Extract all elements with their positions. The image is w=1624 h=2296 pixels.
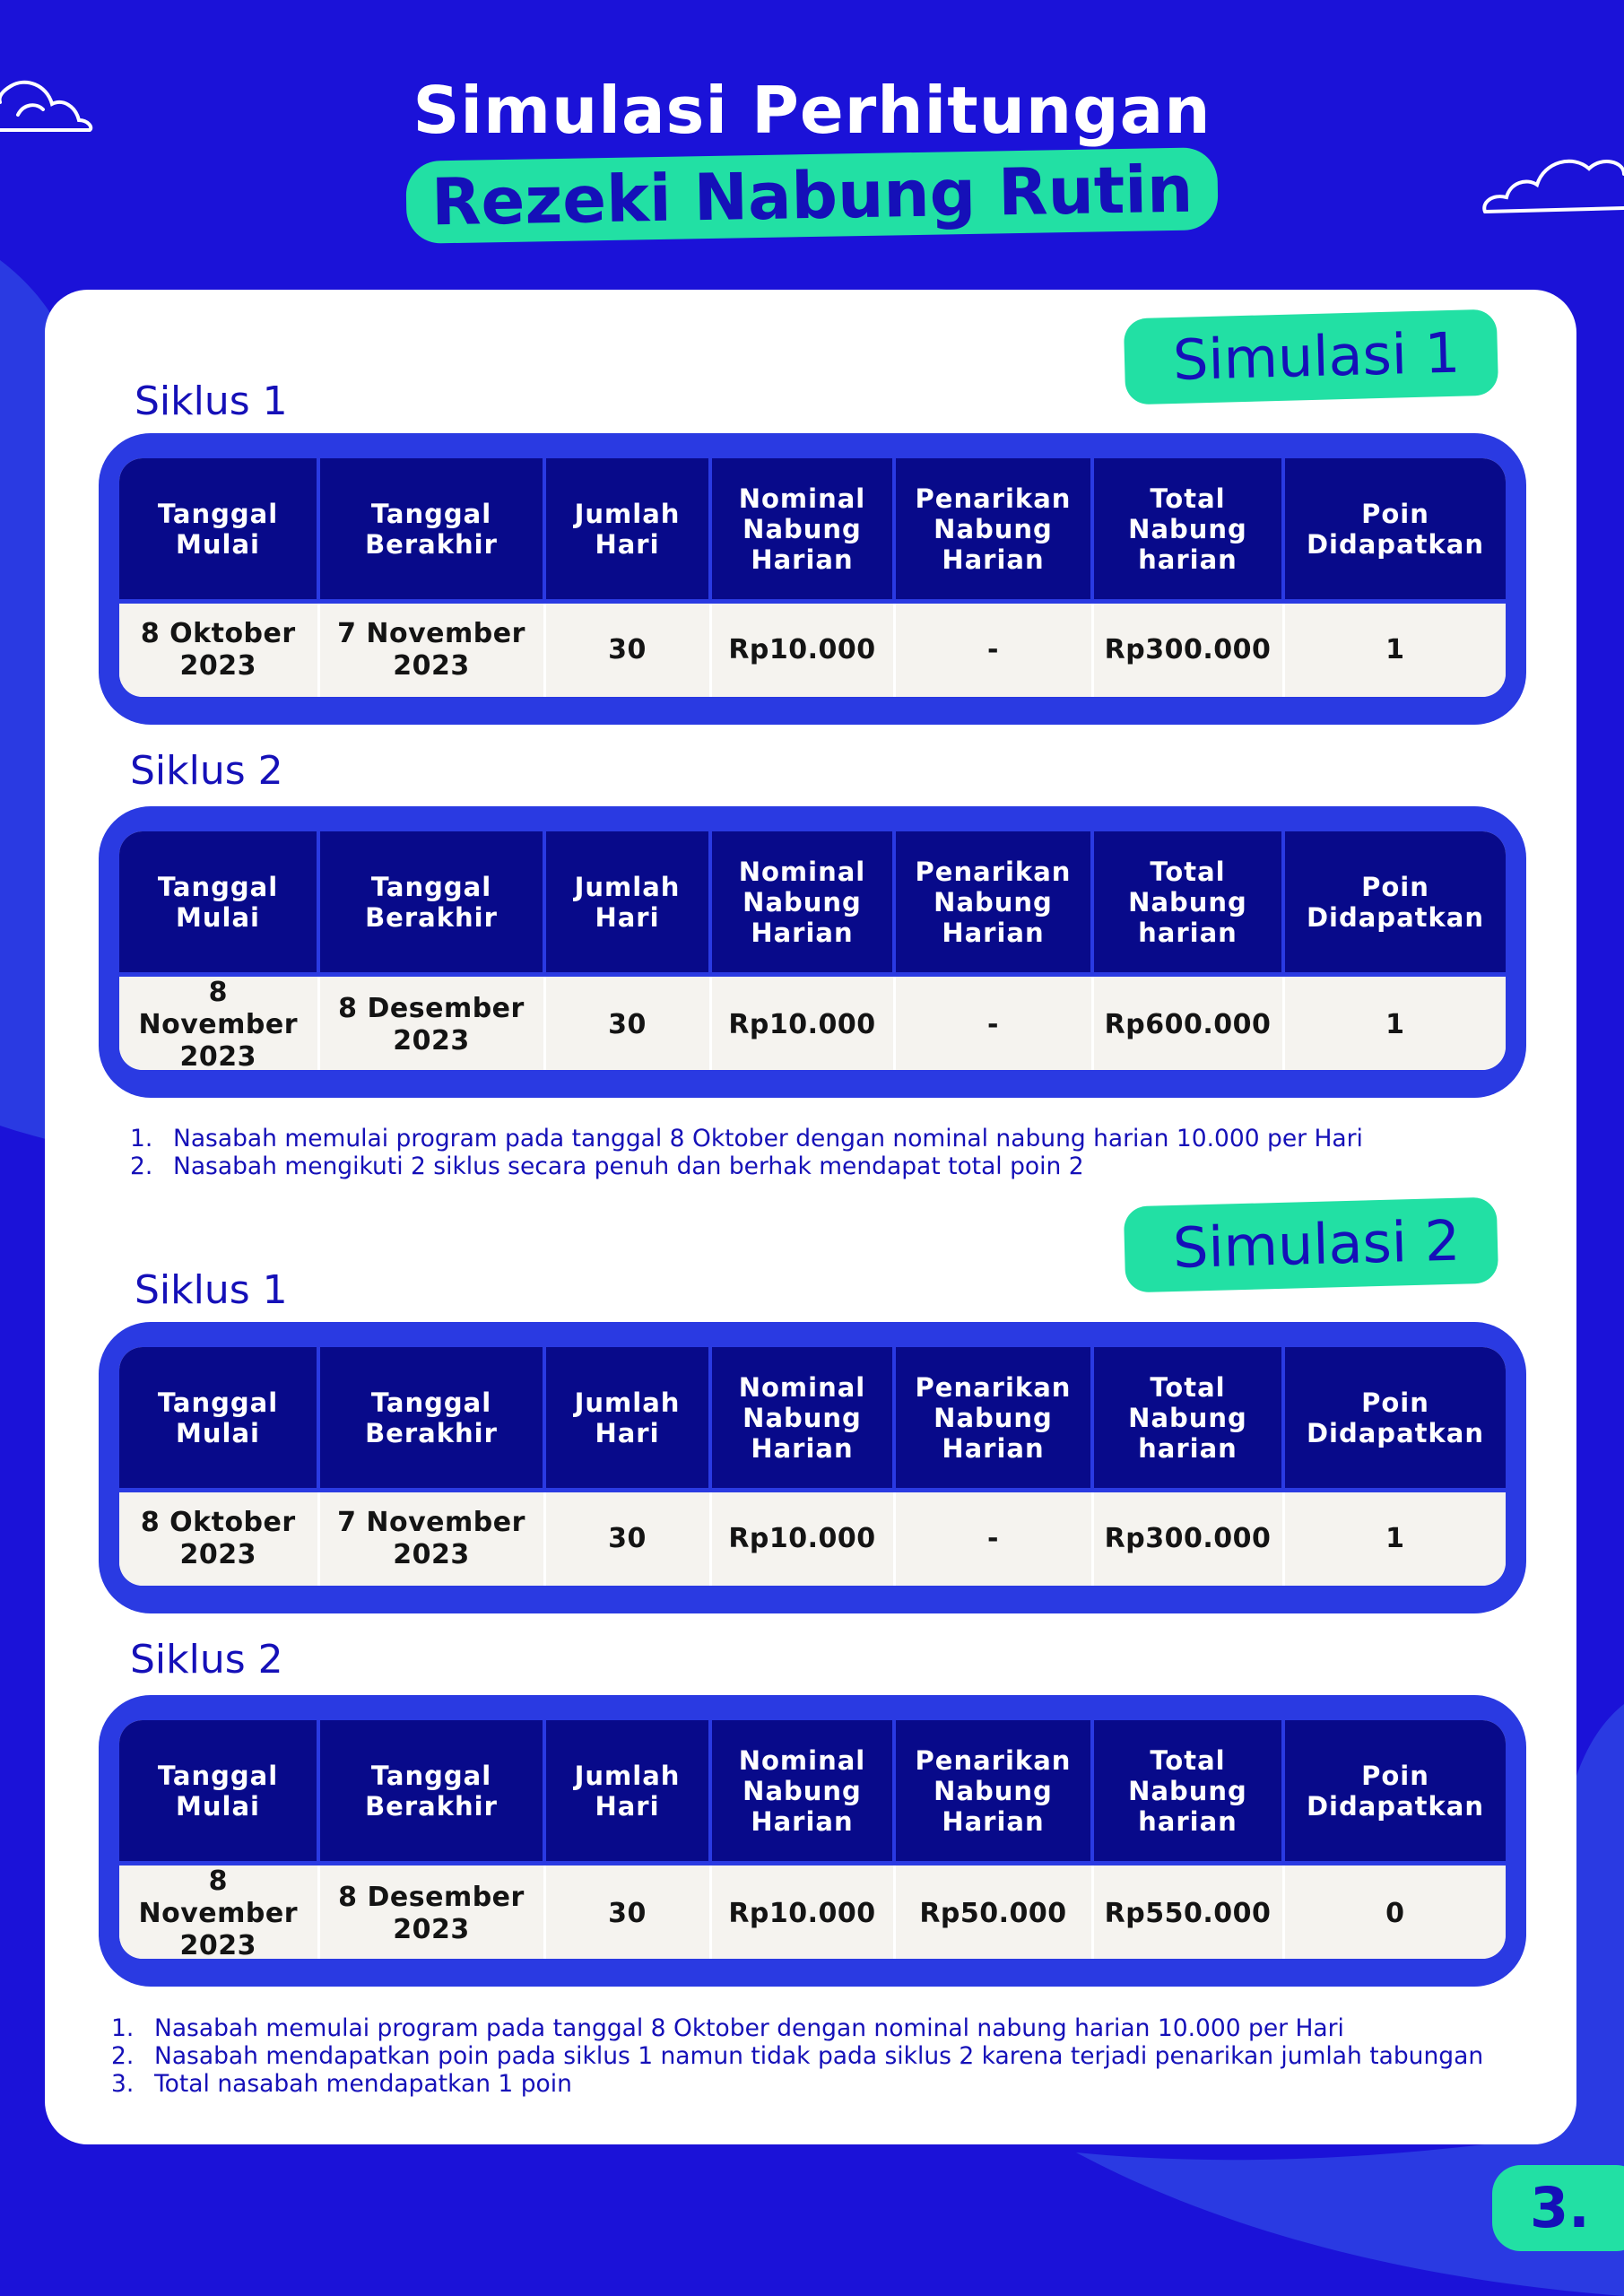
cell-daily-nominal: Rp10.000 bbox=[710, 1864, 894, 1960]
cell-days: 30 bbox=[544, 1864, 710, 1960]
cell-days: 30 bbox=[544, 1491, 710, 1587]
note-number: 1. bbox=[111, 2014, 135, 2042]
sim2-cycle1-table bbox=[99, 1322, 1526, 1613]
cell-days: 30 bbox=[544, 975, 710, 1071]
sim2-notes-list bbox=[111, 2014, 1483, 2098]
header-jumlah-hari: Jumlah Hari bbox=[544, 458, 710, 602]
cell-total: Rp550.000 bbox=[1092, 1864, 1283, 1960]
sim2-cycle2-table bbox=[99, 1695, 1526, 1987]
cell-withdrawal: Rp50.000 bbox=[894, 1864, 1092, 1960]
sim2-cycle1-label: Siklus 1 bbox=[135, 1267, 288, 1313]
table-header-row bbox=[119, 831, 1506, 975]
table-row bbox=[119, 975, 1506, 1071]
cell-start-date: 8 Oktober 2023 bbox=[119, 602, 318, 698]
list-item bbox=[130, 1152, 1363, 1180]
note-number: 3. bbox=[111, 2070, 135, 2098]
title-line-2-highlight: Rezeki Nabung Rutin bbox=[405, 147, 1219, 244]
simulation-2-badge: Simulasi 2 bbox=[1124, 1197, 1499, 1293]
header-tanggal-mulai: Tanggal Mulai bbox=[119, 458, 318, 602]
note-number: 2. bbox=[130, 1152, 153, 1180]
cell-start-date: 8 November 2023 bbox=[119, 975, 318, 1071]
table-row bbox=[119, 1491, 1506, 1587]
header-nominal-nabung: Nominal Nabung Harian bbox=[710, 458, 894, 602]
header-tanggal-berakhir: Tanggal Berakhir bbox=[318, 831, 544, 975]
table-header-row bbox=[119, 458, 1506, 602]
list-item bbox=[130, 1125, 1363, 1152]
sim1-cycle2-label: Siklus 2 bbox=[130, 748, 283, 794]
list-item bbox=[111, 2070, 1483, 2098]
note-text: Total nasabah mendapatkan 1 poin bbox=[154, 2070, 572, 2098]
cell-end-date: 8 Desember 2023 bbox=[318, 975, 544, 1071]
header-nominal-nabung: Nominal Nabung Harian bbox=[710, 831, 894, 975]
table-header-row bbox=[119, 1720, 1506, 1864]
page-number-badge bbox=[1492, 2165, 1624, 2251]
header-tanggal-mulai: Tanggal Mulai bbox=[119, 1347, 318, 1491]
note-text: Nasabah mengikuti 2 siklus secara penuh dan berhak mendapat total poin 2 bbox=[173, 1152, 1084, 1180]
header-jumlah-hari: Jumlah Hari bbox=[544, 831, 710, 975]
cell-total: Rp300.000 bbox=[1092, 1491, 1283, 1587]
header-tanggal-berakhir: Tanggal Berakhir bbox=[318, 1720, 544, 1864]
header-poin: Poin Didapatkan bbox=[1283, 831, 1506, 975]
cell-points: 1 bbox=[1283, 975, 1506, 1071]
header-tanggal-berakhir: Tanggal Berakhir bbox=[318, 1347, 544, 1491]
header-penarikan-nabung: Penarikan Nabung Harian bbox=[894, 1347, 1092, 1491]
table-row bbox=[119, 602, 1506, 698]
cell-start-date: 8 November 2023 bbox=[119, 1864, 318, 1960]
cell-daily-nominal: Rp10.000 bbox=[710, 602, 894, 698]
header-total-nabung: Total Nabung harian bbox=[1092, 1347, 1283, 1491]
cell-total: Rp300.000 bbox=[1092, 602, 1283, 698]
header-jumlah-hari: Jumlah Hari bbox=[544, 1720, 710, 1864]
sim2-cycle2-label: Siklus 2 bbox=[130, 1637, 283, 1683]
header-poin: Poin Didapatkan bbox=[1283, 1720, 1506, 1864]
sim1-notes-list bbox=[130, 1125, 1363, 1180]
header-tanggal-mulai: Tanggal Mulai bbox=[119, 831, 318, 975]
sim1-cycle1-table bbox=[99, 433, 1526, 725]
note-text: Nasabah memulai program pada tanggal 8 Oktober dengan nominal nabung harian 10.000 per Hari bbox=[173, 1125, 1363, 1152]
header-tanggal-mulai: Tanggal Mulai bbox=[119, 1720, 318, 1864]
cell-end-date: 7 November 2023 bbox=[318, 602, 544, 698]
note-number: 1. bbox=[130, 1125, 153, 1152]
title-line-1: Simulasi Perhitungan bbox=[413, 73, 1211, 148]
header-nominal-nabung: Nominal Nabung Harian bbox=[710, 1720, 894, 1864]
cell-daily-nominal: Rp10.000 bbox=[710, 1491, 894, 1587]
cell-end-date: 7 November 2023 bbox=[318, 1491, 544, 1587]
simulation-1-badge: Simulasi 1 bbox=[1124, 309, 1499, 405]
page-title bbox=[0, 70, 1624, 240]
cell-daily-nominal: Rp10.000 bbox=[710, 975, 894, 1071]
header-total-nabung: Total Nabung harian bbox=[1092, 458, 1283, 602]
header-penarikan-nabung: Penarikan Nabung Harian bbox=[894, 1720, 1092, 1864]
header-tanggal-berakhir: Tanggal Berakhir bbox=[318, 458, 544, 602]
page-number: 3. bbox=[1530, 2175, 1590, 2240]
cell-points: 1 bbox=[1283, 1491, 1506, 1587]
cell-withdrawal: - bbox=[894, 1491, 1092, 1587]
table-row bbox=[119, 1864, 1506, 1960]
header-nominal-nabung: Nominal Nabung Harian bbox=[710, 1347, 894, 1491]
header-penarikan-nabung: Penarikan Nabung Harian bbox=[894, 831, 1092, 975]
note-text: Nasabah memulai program pada tanggal 8 Oktober dengan nominal nabung harian 10.000 per Hari bbox=[154, 2014, 1344, 2042]
header-penarikan-nabung: Penarikan Nabung Harian bbox=[894, 458, 1092, 602]
header-total-nabung: Total Nabung harian bbox=[1092, 831, 1283, 975]
cell-start-date: 8 Oktober 2023 bbox=[119, 1491, 318, 1587]
note-text: Nasabah mendapatkan poin pada siklus 1 namun tidak pada siklus 2 karena terjadi penarikan jumlah tabungan bbox=[154, 2042, 1484, 2070]
cell-withdrawal: - bbox=[894, 602, 1092, 698]
note-number: 2. bbox=[111, 2042, 135, 2070]
cell-total: Rp600.000 bbox=[1092, 975, 1283, 1071]
list-item bbox=[111, 2014, 1483, 2042]
cell-days: 30 bbox=[544, 602, 710, 698]
sim1-cycle2-table bbox=[99, 806, 1526, 1098]
header-total-nabung: Total Nabung harian bbox=[1092, 1720, 1283, 1864]
table-header-row bbox=[119, 1347, 1506, 1491]
sim1-cycle1-label: Siklus 1 bbox=[135, 378, 288, 424]
cell-withdrawal: - bbox=[894, 975, 1092, 1071]
header-poin: Poin Didapatkan bbox=[1283, 1347, 1506, 1491]
list-item bbox=[111, 2042, 1483, 2070]
cell-end-date: 8 Desember 2023 bbox=[318, 1864, 544, 1960]
header-poin: Poin Didapatkan bbox=[1283, 458, 1506, 602]
cell-points: 1 bbox=[1283, 602, 1506, 698]
cell-points: 0 bbox=[1283, 1864, 1506, 1960]
header-jumlah-hari: Jumlah Hari bbox=[544, 1347, 710, 1491]
